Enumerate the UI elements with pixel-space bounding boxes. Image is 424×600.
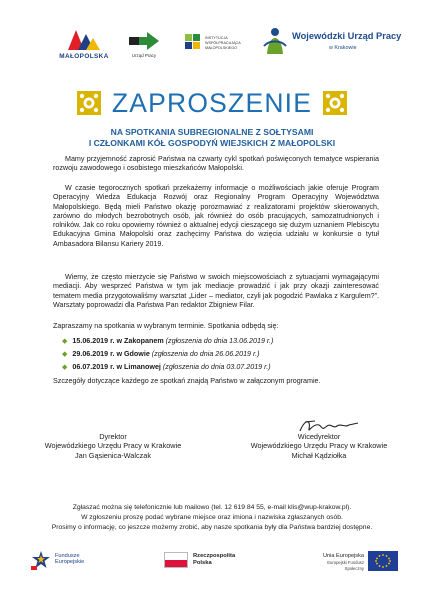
instytucja-label: INSTYTUCJA WSPÓŁPRACUJĄCA MAŁOPOLSKIEGO xyxy=(205,36,241,50)
diamond-bullet-icon: ◆ xyxy=(62,338,68,345)
meeting-date-place: 29.06.2019 r. w Gdowie xyxy=(72,350,150,358)
mediation-paragraph: Wiemy, że często mierzycie się Państwo w swoich miejscowościach z sytuacjami wymagającymi mediacji. Aby wesprzeć Państwa w tym jak mediacje prowadzić i jak przy okazji zainteresować tematem media przygotowaliśmy warsztat „Lider – mediator, czyli jak pogodzić Pawlaka z Kargulem?”. Warsztaty poprowadzi dla Państwa Pan redaktor Zbigniew Filar. xyxy=(53,273,379,309)
urzad-pracy-label: Urząd Pracy xyxy=(131,53,157,58)
eu-flag-icon xyxy=(368,551,398,571)
rzeczpospolita-label: Rzeczpospolita Polska xyxy=(193,553,236,566)
unia-europejska-logo xyxy=(318,549,400,573)
meeting-item xyxy=(62,349,382,360)
signature-name: Jan Gąsienica-Walczak xyxy=(75,450,151,460)
diamond-bullet-icon: ◆ xyxy=(62,364,68,371)
subtitle-line: I CZŁONKAMI KÓŁ GOSPODYŃ WIEJSKICH Z MAŁOPOLSKI xyxy=(88,138,336,148)
meeting-deadline: (zgłoszenia do dnia 13.06.2019 r.) xyxy=(165,337,274,345)
fundusze-star-icon xyxy=(30,549,52,571)
fundusze-europejskie-logo xyxy=(30,549,100,573)
meeting-date-place: 15.06.2019 r. w Zakopanem xyxy=(72,337,164,345)
signature-vice-director xyxy=(234,432,404,460)
invite-paragraph: Zapraszamy na spotkania w wybranym terminie. Spotkania odbędą się: xyxy=(53,322,279,330)
eu-name: Unia Europejska xyxy=(322,553,364,559)
wup-name: Wojewódzki Urząd Pracy xyxy=(292,31,402,41)
meeting-date-place: 06.07.2019 r. w Limanowej xyxy=(72,363,161,371)
intro-paragraph: Mamy przyjemność zaprosić Państwa na czwarty cykl spotkań poświęconych tematyce wspierania rozwoju zawodowego i osobistego mieszkańców Małopolski. xyxy=(53,155,379,173)
wup-sublabel: w Krakowie xyxy=(329,45,357,51)
polish-flag-icon xyxy=(164,552,188,568)
malopolska-logo xyxy=(58,24,110,66)
signature-name: Michał Kądziołka xyxy=(291,450,347,460)
signature-role: Dyrektor xyxy=(99,432,127,441)
malopolska-mountains-icon xyxy=(66,24,102,52)
subtitle-line: NA SPOTKANIA SUBREGIONALNE Z SOŁTYSAMI xyxy=(110,127,314,137)
meeting-item xyxy=(62,362,382,373)
fundusze-label: Fundusze Europejskie xyxy=(55,553,85,566)
instytucja-mark-icon xyxy=(183,30,203,52)
eu-fund-name: Europejski Fundusz Społeczny xyxy=(327,559,364,571)
subtitle xyxy=(20,127,404,149)
eu-label xyxy=(318,553,364,573)
folk-ornament-left-icon xyxy=(76,90,102,116)
meeting-item xyxy=(62,336,382,347)
meeting-deadline: (zgłoszenia do dnia 03.07.2019 r.) xyxy=(162,363,271,371)
signature-org: Wojewódzkiego Urzędu Pracy w Krakowie xyxy=(250,441,388,451)
diamond-bullet-icon: ◆ xyxy=(62,351,68,358)
details-paragraph: Szczegóły dotyczące każdego ze spotkań znajdą Państwo w załączonym programie. xyxy=(53,377,321,385)
urzad-pracy-logo xyxy=(120,30,168,70)
wup-figure-icon xyxy=(262,26,288,56)
signature-director xyxy=(28,432,198,460)
page-title: ZAPROSZENIE xyxy=(111,88,313,118)
meeting-deadline: (zgłoszenia do dnia 26.06.2019 r.) xyxy=(151,350,260,358)
contact-line: Zgłaszać można się telefonicznie lub mailowo (tel. 12 619 84 55, e-mail klis@wup-krakow.pl). xyxy=(72,504,352,511)
wup-logo xyxy=(262,26,402,66)
title-row xyxy=(0,88,424,118)
malopolska-label: MAŁOPOLSKA xyxy=(59,53,109,60)
instytucja-logo xyxy=(183,30,263,70)
folk-ornament-right-icon xyxy=(322,90,348,116)
program-paragraph: W czasie tegorocznych spotkań przekażemy informacje o możliwościach jakie oferuje Program Operacyjny Wiedza Edukacja Rozwój oraz Regionalny Program Operacyjny Województwa Małopolskiego. Będą mieli Państwo okazję porozmawiać z realizatorami projektów skierowanych, zarówno do młodych bezrobotnych osób, jak również do osób pracujących, samozatrudnionych i rolników. Jak co roku opowiemy również o aktualnej edycji cieszącego się dużym uznaniem Plebiscytu Edukacyjna Gmina Małopolski oraz zachęcimy Państwa do wzięcia udziału w konkursie o tytuł Ambasadora Bilansu Kariery 2019. xyxy=(53,184,379,248)
signature-role: Wicedyrektor xyxy=(297,432,341,441)
signature-org: Wojewódzkiego Urzędu Pracy w Krakowie xyxy=(44,441,182,451)
rzeczpospolita-logo xyxy=(164,549,254,573)
accessibility-line: Prosimy o informację, co jeszcze możemy zrobić, aby nasze spotkania były dla Państwa bardziej dostępne. xyxy=(51,524,373,531)
registration-line: W zgłoszeniu proszę podać wybrane miejsce oraz imiona i nazwiska zgłaszanych osób. xyxy=(81,514,343,521)
arrow-icon xyxy=(127,30,161,52)
